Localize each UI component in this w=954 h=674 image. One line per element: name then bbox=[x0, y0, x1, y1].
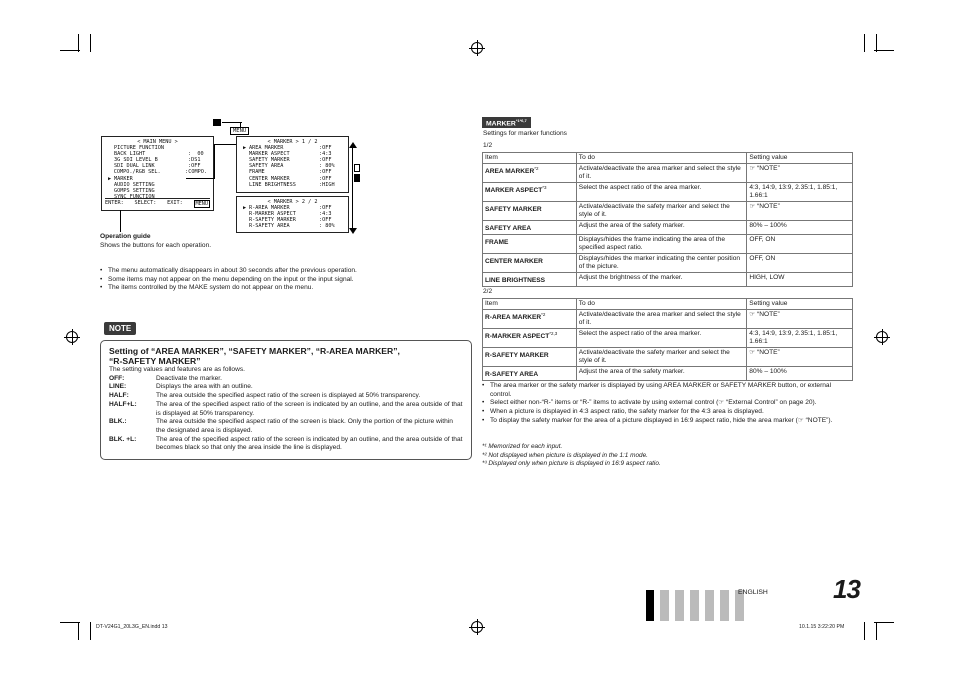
table-row bbox=[483, 221, 853, 235]
enter-label: ENTER: bbox=[105, 199, 124, 206]
osd-item-value: :OFF bbox=[319, 205, 332, 212]
item-name: LINE BRIGHTNESS bbox=[485, 277, 546, 285]
marker-intro: Settings for marker functions bbox=[483, 130, 567, 137]
osd-menu-row bbox=[243, 182, 342, 188]
language-label: ENGLISH bbox=[738, 589, 768, 596]
connector-line bbox=[186, 178, 214, 179]
todo-cell: Adjust the area of the safety marker. bbox=[576, 367, 747, 381]
osd-item-label: SDI DUAL LINK bbox=[114, 163, 155, 170]
osd-item-value: :DS1 bbox=[188, 157, 201, 164]
definition-text: The area of the specified aspect ratio of the screen is indicated by an outline, and the area outside of that is displayed at 50% transparency. bbox=[156, 400, 463, 417]
value-cell: 80% – 100% bbox=[747, 367, 853, 381]
bullet-item bbox=[100, 267, 470, 276]
item-cell bbox=[483, 164, 577, 183]
date-info: 10.1.15 3:22:20 PM bbox=[799, 624, 845, 630]
osd-item-value: :HIGH bbox=[319, 181, 335, 188]
item-name: AREA MARKER bbox=[485, 168, 535, 176]
definition-term: BLK. +L: bbox=[109, 435, 137, 443]
registration-target-top bbox=[471, 42, 483, 54]
todo-cell: Select the aspect ratio of the area marker. bbox=[576, 329, 747, 348]
todo-cell: Activate/deactivate the safety marker and select the style of it. bbox=[576, 202, 747, 221]
osd-item-label: FRAME bbox=[249, 169, 265, 176]
note-definition bbox=[109, 375, 463, 384]
connector-line bbox=[214, 144, 236, 145]
note-definition bbox=[109, 383, 463, 392]
osd-item-label: COMPO./RGB SEL. bbox=[113, 169, 161, 176]
marker-tag bbox=[482, 117, 531, 128]
osd-item-label: R-AREA MARKER bbox=[249, 205, 290, 212]
main-menu-title: < MAIN MENU > bbox=[137, 139, 178, 145]
operation-guide-title: Operation guide bbox=[100, 233, 151, 240]
definition-text: The area of the specified aspect ratio of the screen is indicated by an outline, and the area outside of that becomes black so that only the area inside the line is displayed. bbox=[156, 435, 463, 452]
table-row bbox=[483, 273, 853, 287]
item-cell bbox=[483, 367, 577, 381]
marker-table-page2 bbox=[482, 298, 853, 381]
page2-label: 2/2 bbox=[483, 288, 493, 295]
note-intro: The setting values and features are as follows. bbox=[109, 366, 245, 373]
definition-text: The area outside the specified aspect ratio of the screen is black. Only the portion of the picture within the designated area is displayed. bbox=[156, 418, 453, 434]
down-button-icon bbox=[354, 174, 360, 182]
item-name: R-AREA MARKER bbox=[485, 314, 542, 322]
item-name: R-SAFETY MARKER bbox=[485, 352, 549, 360]
scroll-arrow-icon bbox=[352, 146, 353, 228]
bullet-item bbox=[482, 417, 854, 426]
osd-item-label: CENTER MARKER bbox=[249, 175, 290, 182]
table-row bbox=[483, 254, 853, 273]
footnote: *¹ Memorized for each input. bbox=[482, 443, 563, 450]
osd-item-value: :OFF bbox=[188, 163, 201, 170]
osd-item-value: :OFF bbox=[319, 169, 332, 176]
header-todo: To do bbox=[576, 299, 747, 310]
item-name: SAFETY AREA bbox=[485, 225, 532, 233]
osd-item-label: R-MARKER ASPECT bbox=[249, 211, 296, 218]
bullet-text: The area marker or the safety marker is displayed by using AREA MARKER or SAFETY MARKER button, or external control. bbox=[490, 382, 832, 398]
bullet-icon: • bbox=[482, 416, 485, 424]
value-cell: ☞ “NOTE” bbox=[747, 202, 853, 221]
bullet-item bbox=[100, 276, 470, 285]
todo-cell: Displays/hides the frame indicating the area of the specified aspect ratio. bbox=[576, 235, 747, 254]
marker-menu-osd-page2 bbox=[236, 196, 349, 233]
marker-table-page1 bbox=[482, 152, 853, 287]
item-cell bbox=[483, 221, 577, 235]
item-cell bbox=[483, 348, 577, 367]
bullet-icon: • bbox=[100, 284, 103, 292]
osd-item-label: R-SAFETY AREA bbox=[249, 223, 290, 230]
bullet-text: When a picture is displayed in 4:3 aspect ratio, the safety marker for the 4:3 area is displayed. bbox=[490, 408, 764, 416]
value-cell: OFF, ON bbox=[747, 254, 853, 273]
item-cell bbox=[483, 235, 577, 254]
connector-line bbox=[214, 144, 215, 179]
value-cell: ☞ “NOTE” bbox=[747, 164, 853, 183]
item-cell bbox=[483, 254, 577, 273]
osd-item-label: PICTURE FUNCTION bbox=[114, 145, 164, 152]
thumb-tab-bars bbox=[646, 590, 744, 621]
registration-target-right bbox=[876, 331, 888, 343]
table-row bbox=[483, 183, 853, 202]
right-bullet-list bbox=[482, 382, 854, 426]
item-cell bbox=[483, 273, 577, 287]
note-definition bbox=[109, 392, 463, 401]
marker-menu-title-1: < MARKER > 1 / 2 bbox=[267, 139, 318, 145]
osd-item-label: GOMPS SETTING bbox=[114, 187, 155, 194]
item-name: CENTER MARKER bbox=[485, 258, 543, 266]
value-cell: 4:3, 14:9, 13:9, 2.35:1, 1.85:1, 1.66:1 bbox=[747, 329, 853, 348]
page1-label: 1/2 bbox=[483, 142, 493, 149]
pointer-icon: ▶ bbox=[243, 145, 247, 152]
todo-cell: Displays/hides the marker indicating the center position of the picture. bbox=[576, 254, 747, 273]
osd-item-label: BACK LIGHT bbox=[114, 151, 146, 158]
definition-term: LINE: bbox=[109, 383, 127, 391]
footnote-list bbox=[482, 443, 854, 469]
bullet-icon: • bbox=[100, 275, 103, 283]
registration-target-bottom bbox=[471, 621, 483, 633]
osd-item-value: :COMPO. bbox=[185, 169, 207, 176]
todo-cell: Adjust the area of the safety marker. bbox=[576, 221, 747, 235]
marker-menu-title-2: < MARKER > 2 / 2 bbox=[267, 199, 318, 205]
bullet-text: Select either non-“R-” items or “R-” items to activate by using external control (☞ “External Control” on page 20). bbox=[490, 399, 817, 407]
header-item: Item bbox=[483, 299, 577, 310]
osd-item-label: R-SAFETY MARKER bbox=[249, 217, 296, 224]
pointer-icon: ▶ bbox=[243, 205, 247, 212]
item-name: R-SAFETY AREA bbox=[485, 371, 539, 379]
exit-label: EXIT: bbox=[167, 199, 183, 206]
osd-menu-row bbox=[243, 223, 342, 229]
left-bullet-list bbox=[100, 267, 470, 293]
operation-guide bbox=[100, 233, 300, 250]
bullet-icon: • bbox=[482, 382, 485, 389]
item-cell bbox=[483, 183, 577, 202]
osd-item-label: AUDIO SETTING bbox=[114, 181, 155, 188]
connector-line bbox=[120, 210, 121, 232]
osd-item-label: MARKER bbox=[114, 175, 133, 182]
table-row bbox=[483, 164, 853, 183]
osd-item-value: :4:3 bbox=[319, 211, 332, 218]
table-row bbox=[483, 310, 853, 329]
osd-item-value: :OFF bbox=[319, 217, 332, 224]
note-tag: NOTE bbox=[104, 322, 136, 335]
item-footnote-ref: *2,3 bbox=[549, 331, 558, 336]
osd-item-value: : 00 bbox=[188, 151, 204, 158]
marker-tag-label: MARKER bbox=[486, 120, 516, 128]
todo-cell: Activate/deactivate the safety marker and select the style of it. bbox=[576, 348, 747, 367]
table-row bbox=[483, 348, 853, 367]
item-name: FRAME bbox=[485, 239, 509, 247]
item-footnote-ref: *2 bbox=[541, 312, 546, 317]
bullet-item bbox=[482, 382, 854, 399]
table-row bbox=[483, 235, 853, 254]
todo-cell: Select the aspect ratio of the area marker. bbox=[576, 183, 747, 202]
bullet-icon: • bbox=[100, 267, 103, 274]
item-cell bbox=[483, 202, 577, 221]
note-heading-line1: Setting of “AREA MARKER”, “SAFETY MARKER”, “R-AREA MARKER”, bbox=[109, 346, 400, 356]
bullet-icon: • bbox=[482, 399, 485, 407]
osd-item-label: 3G SDI LEVEL B bbox=[114, 157, 158, 164]
definition-text: Displays the area with an outline. bbox=[156, 383, 253, 391]
footnote: *³ Displayed only when picture is displayed in 16:9 aspect ratio. bbox=[482, 460, 661, 468]
bullet-item bbox=[482, 408, 854, 417]
item-name: SAFETY MARKER bbox=[485, 206, 542, 214]
definition-text: The area outside the specified aspect ratio of the screen is displayed at 50% transparency. bbox=[156, 392, 421, 400]
value-cell: 80% – 100% bbox=[747, 221, 853, 235]
marker-menu-osd-page1 bbox=[236, 136, 349, 193]
file-info: DT-V24G1_20L3G_EN.indd 13 bbox=[96, 624, 168, 630]
value-cell: ☞ “NOTE” bbox=[747, 348, 853, 367]
osd-item-value: :OFF bbox=[319, 145, 332, 152]
page-number: 13 bbox=[833, 574, 860, 604]
definition-term: BLK.: bbox=[109, 418, 127, 426]
menu-button-icon bbox=[213, 119, 221, 126]
osd-item-label: SYNC FUNCTION bbox=[114, 193, 155, 200]
bullet-text: The items controlled by the MAKE system do not appear on the menu. bbox=[108, 284, 314, 292]
todo-cell: Adjust the brightness of the marker. bbox=[576, 273, 747, 287]
note-definition bbox=[109, 418, 463, 435]
osd-item-label: LINE BRIGHTNESS bbox=[249, 181, 296, 188]
osd-item-label: SAFETY MARKER bbox=[249, 157, 290, 164]
item-cell bbox=[483, 329, 577, 348]
bullet-text: The menu automatically disappears in about 30 seconds after the previous operation. bbox=[108, 267, 357, 274]
menu-button-label: MENU bbox=[230, 127, 249, 135]
select-label: SELECT: bbox=[134, 199, 157, 206]
osd-item-value: : 80% bbox=[319, 223, 335, 230]
osd-item-label: AREA MARKER bbox=[249, 145, 284, 152]
osd-item-label: SAFETY AREA bbox=[249, 163, 284, 170]
bullet-text: To display the safety marker for the area of a picture displayed in 16:9 aspect ratio, hide the area marker (☞ “NOTE”). bbox=[490, 416, 833, 424]
header-value: Setting value bbox=[747, 299, 853, 310]
bullet-text: Some items may not appear on the menu depending on the input or the input signal. bbox=[108, 275, 354, 283]
value-cell: 4:3, 14:9, 13:9, 2.35:1, 1.85:1, 1.66:1 bbox=[747, 183, 853, 202]
bullet-item bbox=[100, 284, 470, 293]
value-cell: HIGH, LOW bbox=[747, 273, 853, 287]
table-row bbox=[483, 367, 853, 381]
value-cell: OFF, ON bbox=[747, 235, 853, 254]
osd-item-value: :OFF bbox=[319, 175, 332, 182]
value-cell: ☞ “NOTE” bbox=[747, 310, 853, 329]
header-value: Setting value bbox=[747, 153, 853, 164]
bullet-icon: • bbox=[482, 408, 485, 416]
note-definition bbox=[109, 401, 463, 418]
osd-item-value: : 80% bbox=[319, 163, 335, 170]
todo-cell: Activate/deactivate the area marker and select the style of it. bbox=[576, 310, 747, 329]
arrow-icon bbox=[222, 122, 242, 123]
definition-text: Deactivate the marker. bbox=[156, 374, 222, 382]
table-row bbox=[483, 329, 853, 348]
osd-item-label: MARKER ASPECT bbox=[249, 151, 290, 158]
note-definition bbox=[109, 436, 463, 453]
footnote: *² Not displayed when picture is displayed in the 1:1 mode. bbox=[482, 451, 648, 459]
definition-term: OFF: bbox=[109, 374, 125, 382]
menu-label: MENU bbox=[195, 200, 208, 207]
header-item: Item bbox=[483, 153, 577, 164]
pointer-icon: ▶ bbox=[108, 175, 112, 182]
main-menu-osd bbox=[101, 136, 214, 211]
note-box bbox=[100, 340, 472, 460]
main-menu-footer bbox=[105, 198, 210, 208]
operation-guide-text: Shows the buttons for each operation. bbox=[100, 241, 212, 249]
up-button-icon bbox=[354, 164, 360, 172]
osd-item-value: :OFF bbox=[319, 157, 332, 164]
definition-term: HALF+L: bbox=[109, 400, 137, 408]
registration-target-left bbox=[66, 331, 78, 343]
item-cell bbox=[483, 310, 577, 329]
item-footnote-ref: *2 bbox=[534, 166, 539, 171]
osd-item-value: :4:3 bbox=[319, 151, 332, 158]
item-name: MARKER ASPECT bbox=[485, 187, 543, 195]
bullet-item bbox=[482, 399, 854, 408]
table-row bbox=[483, 202, 853, 221]
definition-term: HALF: bbox=[109, 392, 129, 400]
header-todo: To do bbox=[576, 153, 747, 164]
todo-cell: Activate/deactivate the area marker and select the style of it. bbox=[576, 164, 747, 183]
item-footnote-ref: *3 bbox=[542, 185, 547, 190]
note-heading-line2: “R-SAFETY MARKER” bbox=[109, 356, 201, 366]
item-name: R-MARKER ASPECT bbox=[485, 333, 550, 341]
marker-tag-sup: *1*6,7 bbox=[515, 118, 527, 123]
